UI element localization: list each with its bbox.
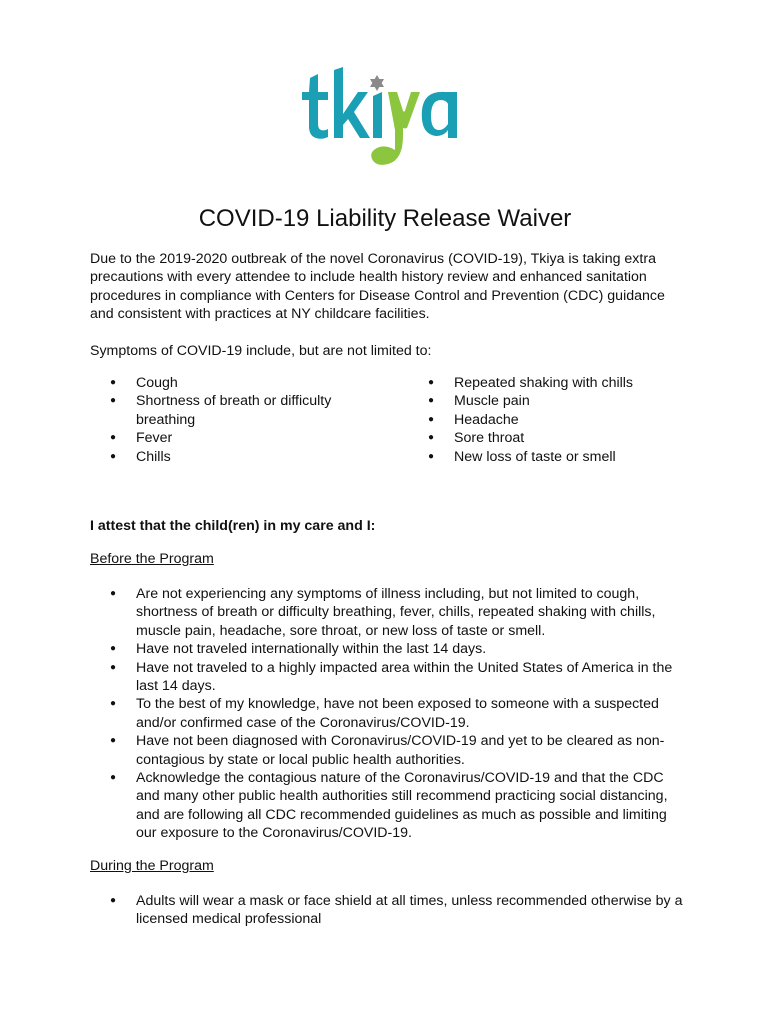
- before-program-list: [108, 585, 688, 843]
- list-item: ● Are not experiencing any symptoms of illness including, but not limited to cough, shortness of breath or difficulty breathing, fever, chills, repeated shaking with chills, muscle pain, headache, sore throat, or new loss of taste or smell.: [108, 585, 688, 640]
- tkiya-logo: [300, 64, 470, 170]
- list-item: ● Adults will wear a mask or face shield at all times, unless recommended otherwise by a licensed medical professional: [108, 892, 688, 929]
- list-item: ● Headache: [426, 411, 686, 429]
- tkiya-logo-graphic: [300, 64, 470, 170]
- list-item: ● To the best of my knowledge, have not been exposed to someone with a suspected and/or confirmed case of the Coronavirus/COVID-19.: [108, 695, 688, 732]
- list-item: ● Acknowledge the contagious nature of the Coronavirus/COVID-19 and that the CDC and many other public health authorities still recommend practicing social distancing, and are following all CDC recommended guidelines as much as possible and limiting our exposure to the Coronavirus/COVID-19.: [108, 769, 688, 843]
- list-item: ● Sore throat: [426, 429, 686, 447]
- logo-letter-t: [302, 74, 328, 139]
- list-item: ● New loss of taste or smell: [426, 448, 686, 466]
- logo-letter-a: [422, 92, 457, 138]
- during-program-label: During the Program: [90, 858, 214, 874]
- before-program-label: Before the Program: [90, 551, 214, 567]
- during-program-list: [108, 892, 688, 929]
- list-item: ● Fever: [108, 429, 368, 447]
- list-item: ● Have not been diagnosed with Coronavirus/COVID-19 and yet to be cleared as non-contagious by state or local public health authorities.: [108, 732, 688, 769]
- list-item: ● Have not traveled internationally within the last 14 days.: [108, 640, 688, 658]
- logo-letter-k: [334, 67, 370, 138]
- symptoms-list-left: [108, 374, 368, 466]
- list-item: ● Shortness of breath or difficulty breathing: [108, 392, 368, 429]
- symptoms-list-right: [426, 374, 686, 466]
- logo-letter-i: [373, 92, 382, 138]
- attest-heading: I attest that the child(ren) in my care and I:: [90, 518, 376, 534]
- page-title: COVID-19 Liability Release Waiver: [198, 205, 572, 232]
- list-item: ● Chills: [108, 448, 368, 466]
- list-item: ● Repeated shaking with chills: [426, 374, 686, 392]
- star-of-david-icon: [370, 75, 384, 91]
- symptoms-intro: Symptoms of COVID-19 include, but are not limited to:: [90, 343, 432, 359]
- intro-paragraph: Due to the 2019-2020 outbreak of the novel Coronavirus (COVID-19), Tkiya is taking extra precautions with every attendee to include health history review and enhanced sanitation procedures in compliance with Centers for Disease Control and Prevention (CDC) guidance and consistent with practices at NY childcare facilities.: [90, 251, 665, 323]
- list-item: ● Have not traveled to a highly impacted area within the United States of America in the last 14 days.: [108, 659, 688, 696]
- list-item: ● Muscle pain: [426, 392, 686, 410]
- list-item: ● Cough: [108, 374, 368, 392]
